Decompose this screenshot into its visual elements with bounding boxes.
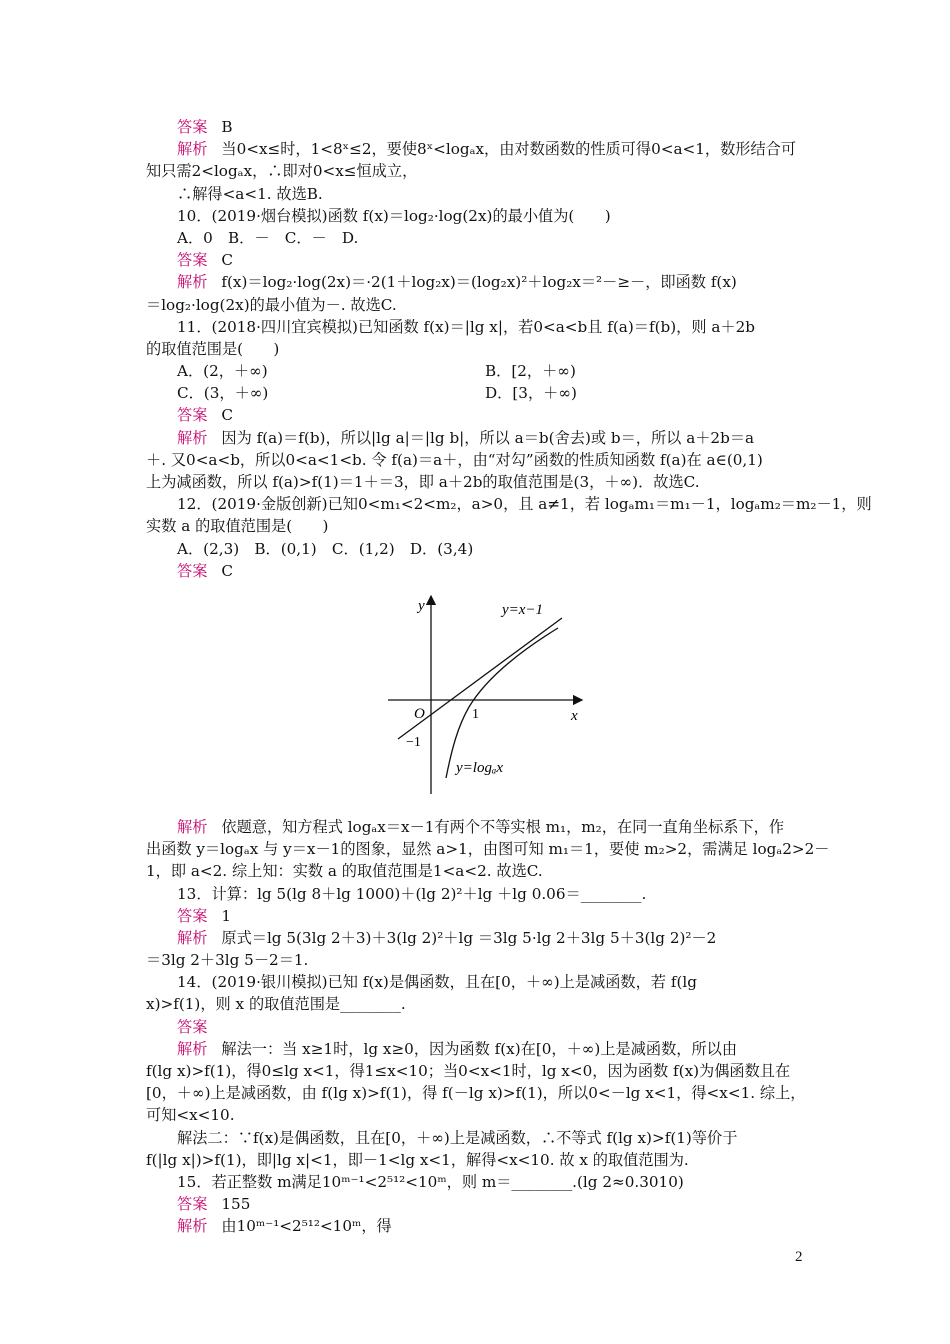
answer-line <box>146 905 808 927</box>
graph-figure <box>146 588 808 810</box>
option-left: A．(2，＋∞) <box>177 362 268 381</box>
document-body <box>146 116 872 1238</box>
text-line: 1，即 a<2. 综上知：实数 a 的取值范围是1<a<2. 故选C. <box>146 862 543 881</box>
text-line: 12．(2019·金版创新)已知0<m₁<2<m₂，a>0，且 a≠1，若 logₐm₁＝m₁－1，logₐm₂＝m₂－1，则 <box>177 495 872 514</box>
answer-line <box>146 560 808 582</box>
option-row <box>146 360 808 382</box>
section-tag: 答案 <box>177 406 208 425</box>
text-block-2 <box>146 816 830 1238</box>
section-tag: 答案 <box>177 906 208 925</box>
line-text: 由10ᵐ⁻¹<2⁵¹²<10ᵐ，得 <box>221 1217 392 1236</box>
text-line: ∴解得<a<1. 故选B. <box>177 184 323 203</box>
origin-label: O <box>414 705 425 722</box>
line-text: 因为 f(a)＝f(b)，所以|lg a|＝|lg b|，所以 a＝b(舍去)或 b＝，所以 a＋2b＝a <box>221 428 755 447</box>
line-label: y=x−1 <box>502 601 544 618</box>
text-line: 14．(2019·银川模拟)已知 f(x)是偶函数，且在[0，＋∞)上是减函数，若 f(lg <box>177 973 697 992</box>
line-text: 1 <box>221 906 232 925</box>
analysis-line <box>146 427 808 449</box>
option-row <box>146 382 808 404</box>
line-text: 解法一：当 x≥1时，lg x≥0，因为函数 f(x)在[0，＋∞)上是减函数，所以由 <box>221 1039 738 1058</box>
line-text: C <box>221 406 233 425</box>
y-axis-label: y <box>418 597 425 614</box>
option-right: D．[3，＋∞) <box>485 384 577 403</box>
text-line: f(lg x)>f(1)，得0≤lg x<1，得1≤x<10；当0<x<1时，lg x<0，因为函数 f(x)为偶函数且在 <box>146 1062 791 1080</box>
text-line: 出函数 y＝logₐx 与 y＝x－1的图象，显然 a>1，由图可知 m₁＝1，要使 m₂>2，需满足 logₐ2>2－ <box>146 840 830 859</box>
graph-svg <box>384 588 600 800</box>
text-line: f(|lg x|)>f(1)，即|lg x|<1，即－1<lg x<1，解得<x<10. 故 x 的取值范围为. <box>146 1150 689 1169</box>
line-text: f(x)＝log₂·log(2x)＝·2(1＋log₂x)＝(log₂x)²＋log₂x＝²－≥－，即函数 f(x) <box>221 273 737 292</box>
analysis-line <box>146 138 808 160</box>
line-text: 依题意，知方程式 logₐx＝x－1有两个不等实根 m₁，m₂，在同一直角坐标系下，作 <box>221 817 785 836</box>
line-text: 当0<x≤时，1<8ˣ≤2，要使8ˣ<logₐx，由对数函数的性质可得0<a<1，数形结合可 <box>221 140 797 159</box>
section-tag: 解析 <box>177 140 208 159</box>
text-line: A．0 B．－ C．－ D. <box>177 228 359 247</box>
section-tag: 解析 <box>177 817 208 836</box>
option-right: B．[2，＋∞) <box>485 362 576 381</box>
answer-line <box>146 1193 808 1215</box>
x-tick-label: 1 <box>472 706 479 722</box>
line-text: 原式＝lg 5(3lg 2＋3)＋3(lg 2)²＋lg ＝3lg 5·lg 2＋3lg 5＋3(lg 2)²－2 <box>221 928 717 947</box>
line-text: B <box>221 118 233 136</box>
text-line: 13．计算：lg 5(lg 8＋lg 1000)＋(lg 2)²＋lg ＋lg 0.06＝________. <box>177 884 647 903</box>
section-tag: 答案 <box>177 118 208 136</box>
text-block-1 <box>146 116 872 582</box>
section-tag: 解析 <box>177 1039 208 1058</box>
option-left: C．(3，＋∞) <box>177 384 269 403</box>
text-line: x)>f(1)，则 x 的取值范围是________. <box>146 995 406 1014</box>
log-curve <box>446 628 558 778</box>
line-text: 155 <box>221 1195 251 1214</box>
text-line: 可知<x<10. <box>146 1106 235 1125</box>
text-line: 知只需2<logₐx，∴即对0<x≤恒成立， <box>146 162 418 181</box>
text-line: A．(2,3) B．(0,1) C．(1,2) D．(3,4) <box>177 539 474 558</box>
text-line: 的取值范围是( ) <box>146 339 280 358</box>
answer-line <box>146 249 808 271</box>
section-tag: 解析 <box>177 1217 208 1236</box>
section-tag: 解析 <box>177 273 208 292</box>
analysis-line <box>146 927 808 949</box>
text-line: ＝3lg 2＋3lg 5－2＝1. <box>146 951 309 970</box>
answer-line <box>146 116 808 138</box>
analysis-line <box>146 1215 808 1237</box>
x-axis-label: x <box>571 707 578 724</box>
text-line: 15．若正整数 m满足10ᵐ⁻¹<2⁵¹²<10ᵐ，则 m＝________.(lg 2≈0.3010) <box>177 1172 684 1191</box>
section-tag: 解析 <box>177 428 208 447</box>
answer-line <box>146 404 808 426</box>
section-tag: 答案 <box>177 1195 208 1214</box>
text-line: 上为减函数，所以 f(a)>f(1)＝1＋＝3，即 a＋2b的取值范围是(3，＋∞)．故选C. <box>146 473 700 491</box>
section-tag: 答案 <box>177 251 208 270</box>
line-text: C <box>221 251 233 270</box>
analysis-line <box>146 1038 808 1060</box>
y-tick-label: −1 <box>406 734 421 750</box>
section-tag: 答案 <box>177 561 208 580</box>
answer-line <box>146 1016 808 1038</box>
section-tag: 答案 <box>177 1017 208 1036</box>
curve-label: y=logₐx <box>456 759 503 776</box>
text-line: 解法二：∵f(x)是偶函数，且在[0，＋∞)上是减函数，∴不等式 f(lg x)>f(1)等价于 <box>177 1128 738 1147</box>
text-line: ＋. 又0<a<b，所以0<a<1<b. 令 f(a)＝a＋，由“对勾”函数的性质知函数 f(a)在 a∈(0,1) <box>146 450 763 469</box>
text-line: 11．(2018·四川宜宾模拟)已知函数 f(x)＝|lg x|，若0<a<b且 f(a)＝f(b)，则 a＋2b <box>177 317 755 336</box>
line-text: C <box>221 561 233 580</box>
section-tag: 解析 <box>177 928 208 947</box>
text-line: 10．(2019·烟台模拟)函数 f(x)＝log₂·log(2x)的最小值为( ) <box>177 206 611 225</box>
text-line: ＝log₂·log(2x)的最小值为－. 故选C. <box>146 295 397 314</box>
text-line: [0，＋∞)上是减函数，由 f(lg x)>f(1)，得 f(－lg x)>f(1)，所以0<－lg x<1，得<x<1. 综上， <box>146 1084 806 1103</box>
analysis-line <box>146 816 808 838</box>
page-number: 2 <box>795 1249 803 1265</box>
text-line: 实数 a 的取值范围是( ) <box>146 517 329 536</box>
analysis-line <box>146 271 808 293</box>
